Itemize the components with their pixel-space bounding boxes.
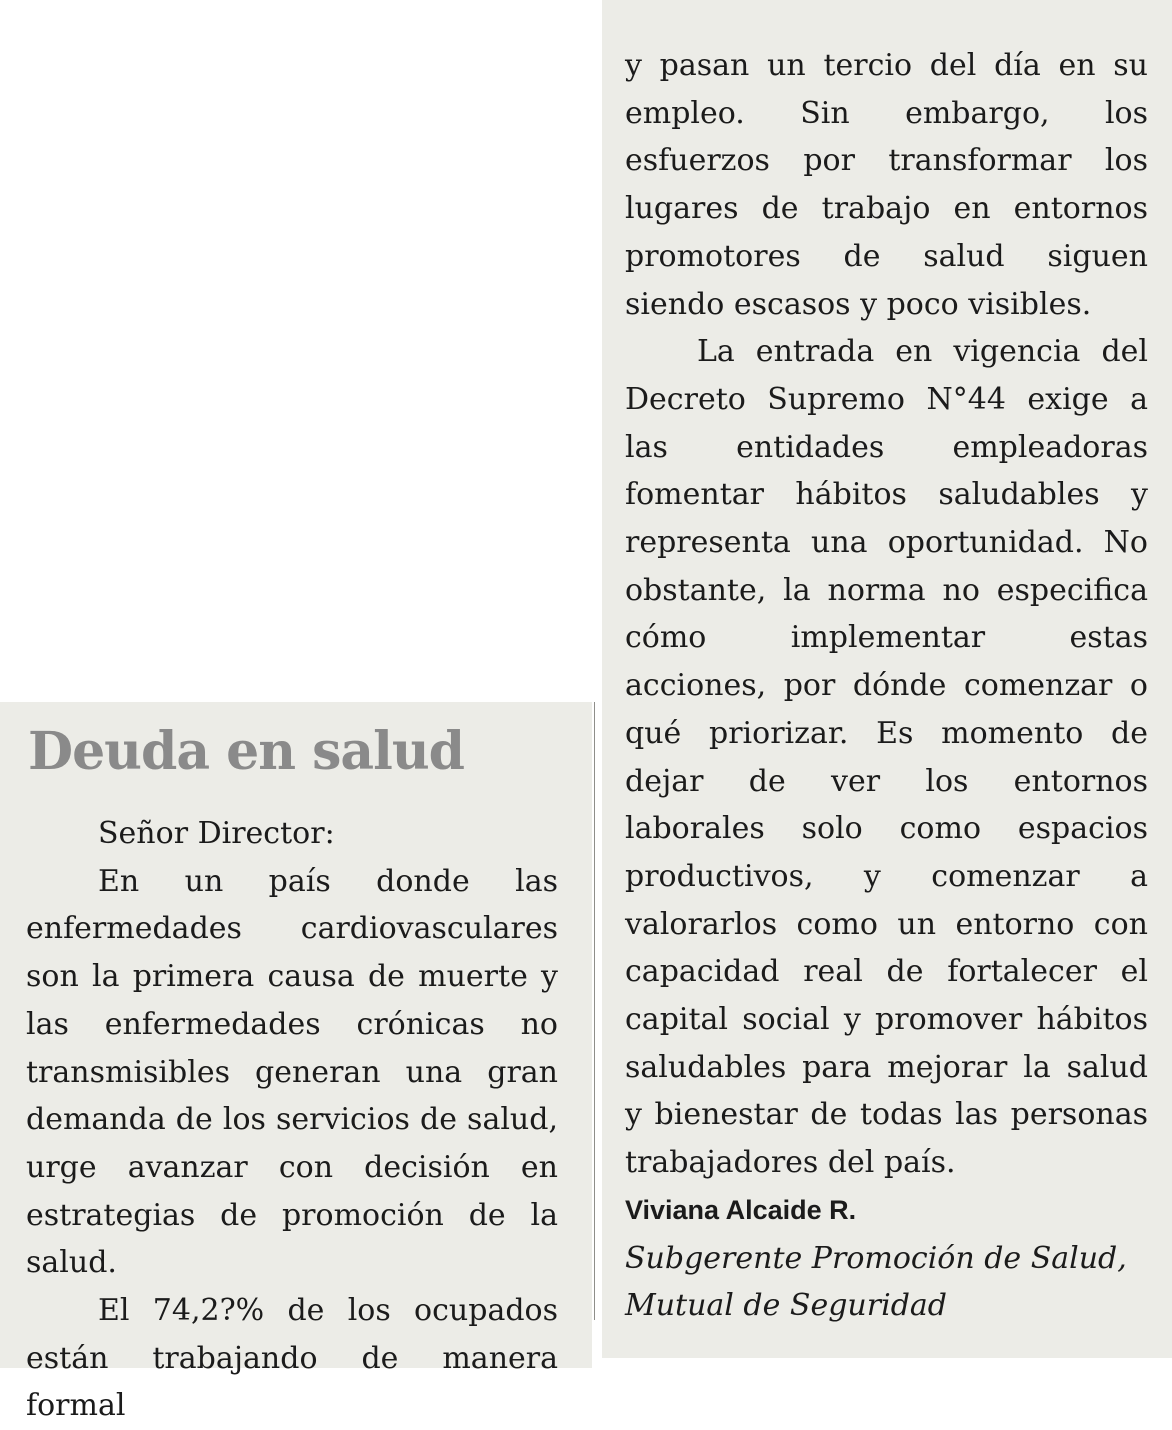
- paragraph-3: La entrada en vigencia del Decreto Supremo N°44 exige a las entidades empleadoras fomentar hábitos saludables y representa una oportunidad. No obstante, la norma no especifica cómo implementar estas acciones, por dónde comenzar o qué priorizar. Es momento de dejar de ver los entornos laborales solo como espacios productivos, y comenzar a valorarlos como un entorno con capacidad real de fortalecer el capital social y promover hábitos saludables para mejorar la salud y bienestar de todas las personas trabajadores del país.: [625, 334, 1148, 1181]
- paragraph-2-continuation: y pasan un tercio del día en su empleo. Sin embargo, los esfuerzos por transformar los lugares de trabajo en entornos promotores de salud siguen siendo escasos y poco visibles.: [625, 48, 1148, 322]
- letter-column-right: [625, 42, 1148, 1330]
- signer-name: Viviana Alcaide R.: [625, 1194, 857, 1225]
- paragraph-1: En un país donde las enfermedades cardiovasculares son la primera causa de muerte y las enfermedades crónicas no transmisibles generan una gran demanda de los servicios de salud, urge avanzar con decisión en estrategias de promoción de la salud.: [26, 863, 558, 1281]
- letter-column-left: [26, 810, 558, 1430]
- column-divider: [594, 702, 595, 1320]
- paragraph-2-start: El 74,2?% de los ocupados están trabajando de manera formal: [26, 1293, 558, 1424]
- signer-title: Subgerente Promoción de Salud, Mutual de Seguridad: [625, 1240, 1127, 1324]
- salutation: Señor Director:: [98, 816, 335, 851]
- letter-headline: Deuda en salud: [28, 721, 465, 782]
